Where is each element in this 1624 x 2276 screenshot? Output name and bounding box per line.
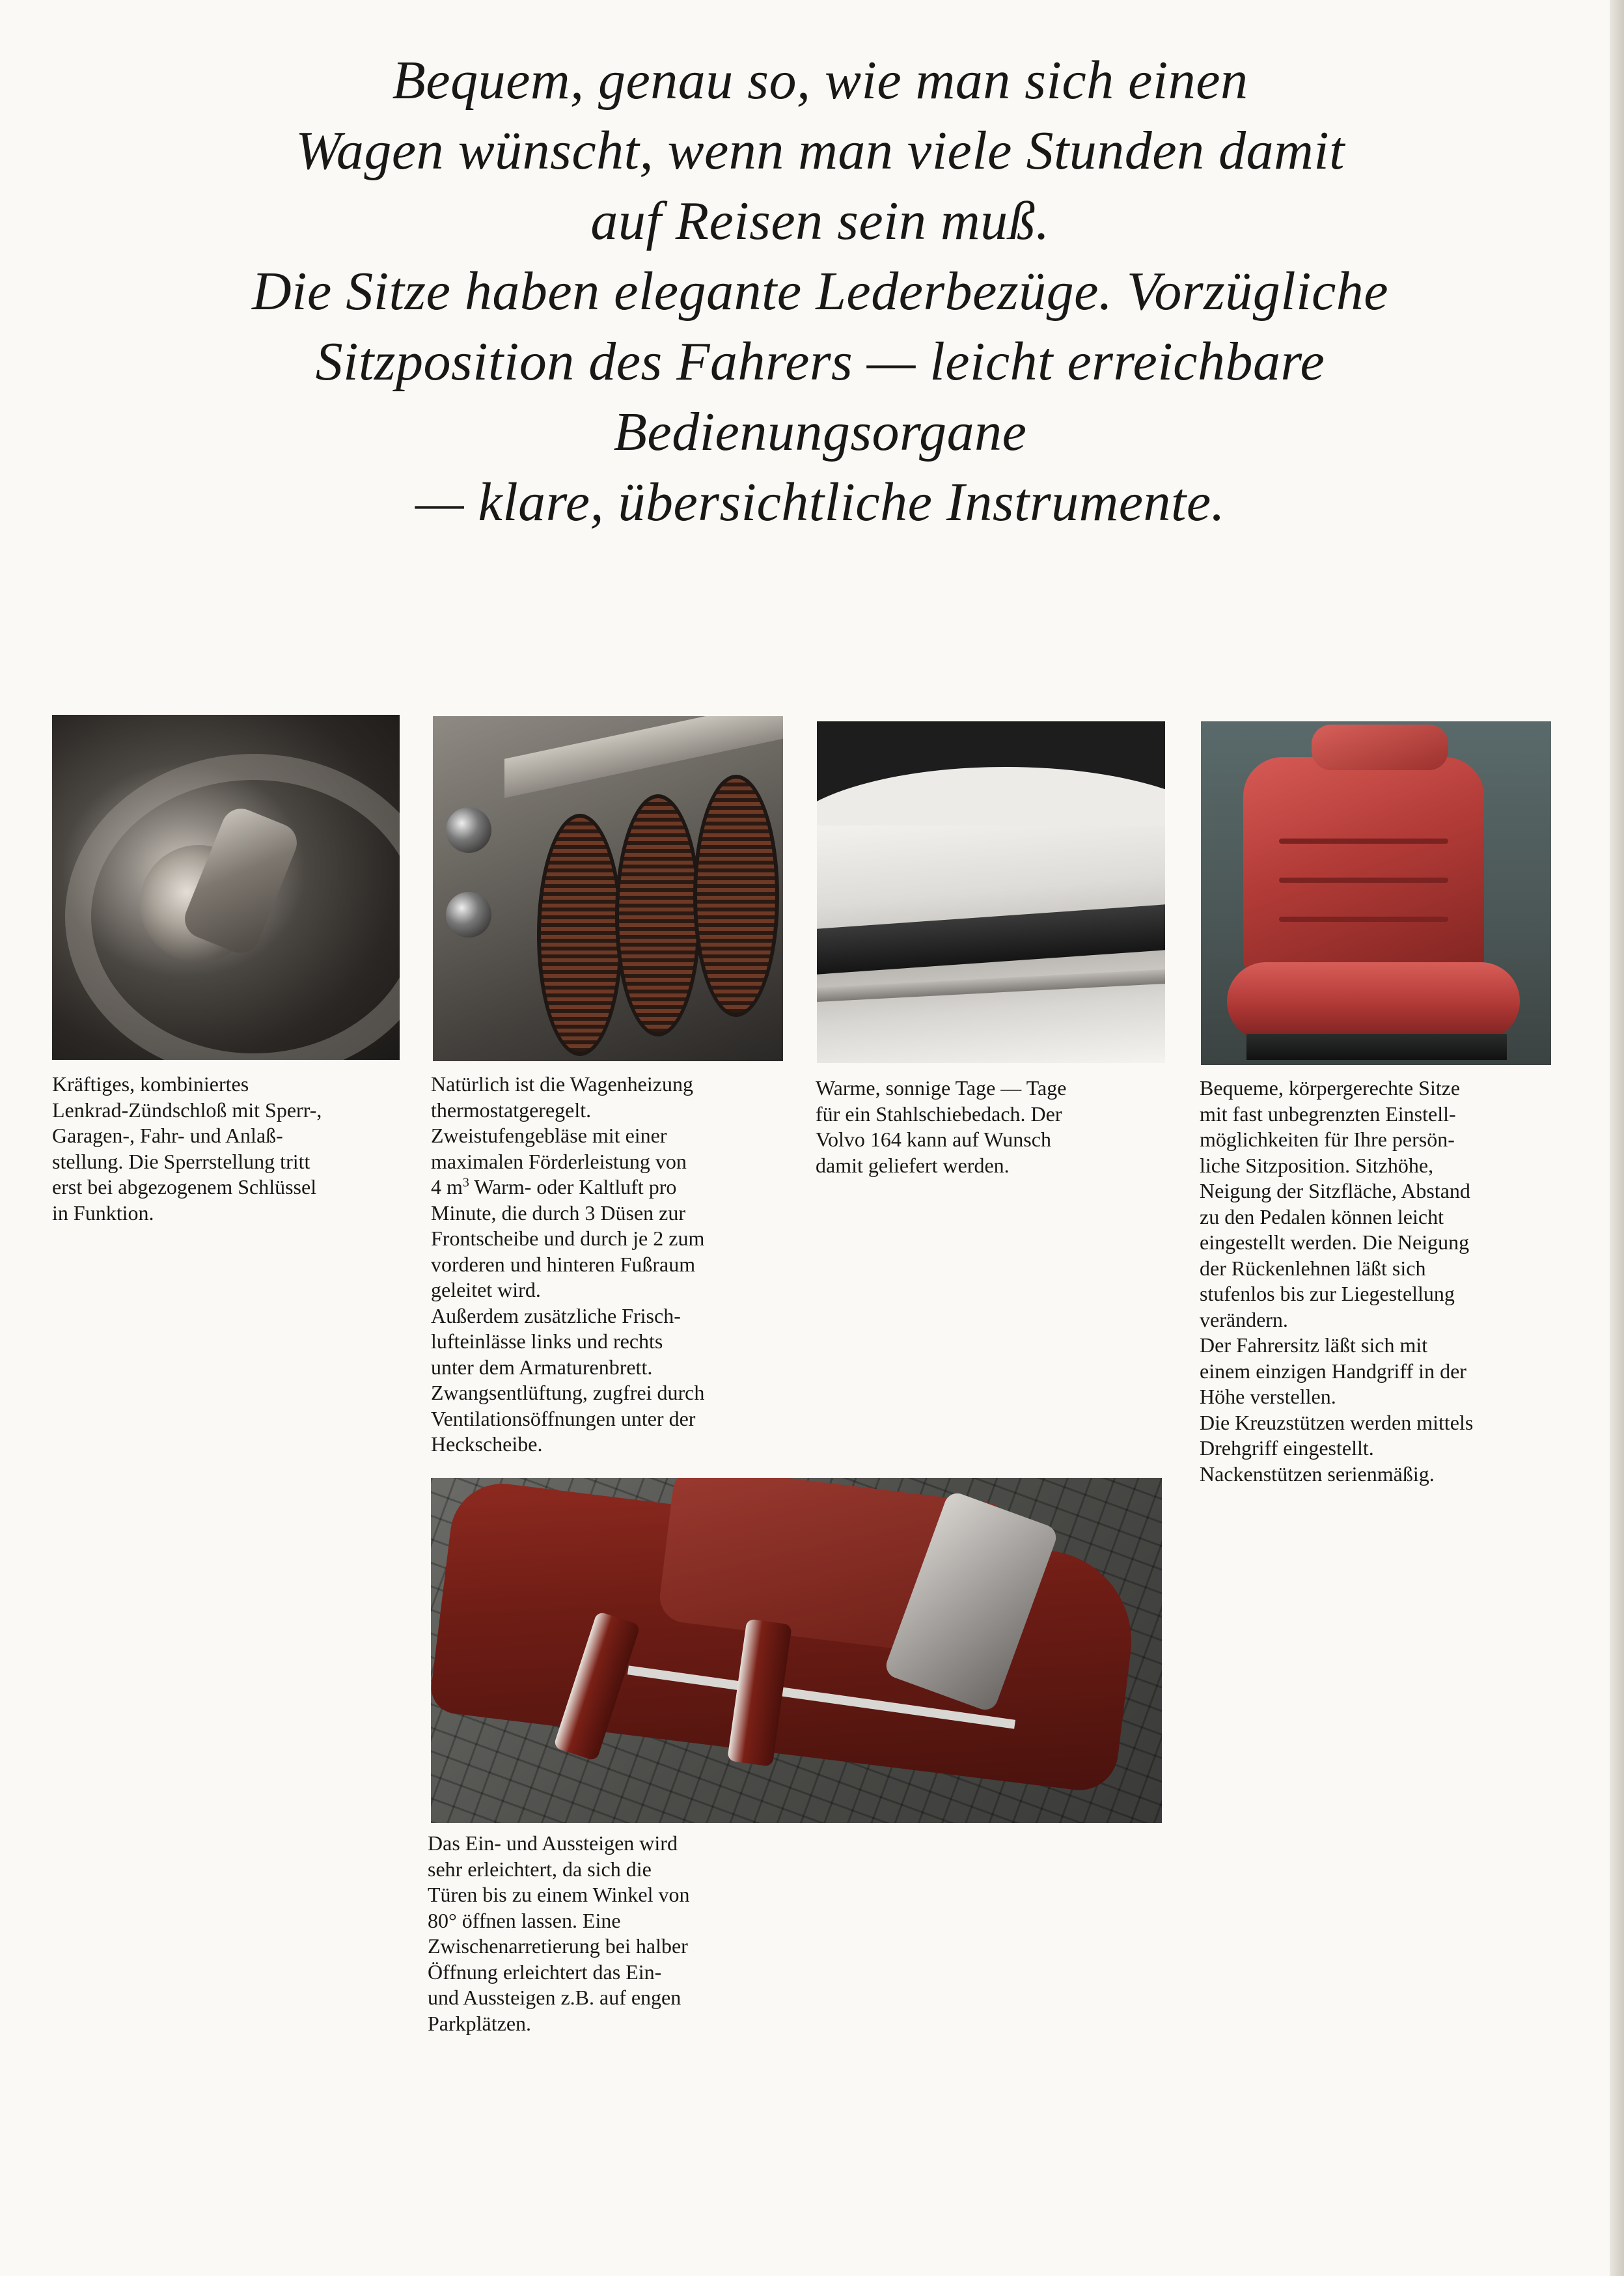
headline-line: — klare, übersichtliche Instrumente. — [415, 472, 1226, 533]
heater-controls-photo — [433, 716, 783, 1061]
doors-caption: Das Ein- und Aussteigen wird sehr erleichtert, da sich die Türen bis zu einem Winkel von 80° öffnen lassen. Eine Zwischenarretierung bei halber Öffnung erleichtert das Ein- und Aussteigen z.B. auf engen Parkplätzen. — [428, 1831, 690, 2035]
seat-backrest — [1243, 757, 1484, 978]
seat-headrest — [1312, 725, 1448, 770]
seat-seam — [1279, 878, 1448, 883]
page-edge — [1610, 0, 1624, 2276]
headline-line: Sitzposition des Fahrers — leicht erreichbare — [315, 331, 1325, 392]
temperature-wheel — [693, 775, 779, 1017]
seat-base — [1246, 1034, 1507, 1060]
ignition-caption: Kräftiges, kombiniertes Lenkrad-Zündschloß mit Sperr-, Garagen-, Fahr- und Anlaß- stellung. Die Sperrstellung tritt erst bei abgezogenem Schlüssel in Funktion. — [52, 1072, 322, 1225]
seat-seam — [1279, 917, 1448, 922]
control-knob — [446, 892, 491, 937]
sunroof-photo — [817, 721, 1165, 1063]
cubic-superscript: 3 — [462, 1175, 469, 1190]
ignition-lock-photo — [52, 715, 400, 1060]
seat-seam — [1279, 839, 1448, 844]
temperature-wheel — [537, 814, 623, 1056]
headline-line: Bequem, genau so, wie man sich einen — [392, 50, 1248, 111]
sunroof-caption: Warme, sonnige Tage — Tage für ein Stahlschiebedach. Der Volvo 164 kann auf Wunsch damit geliefert werden. — [816, 1076, 1067, 1177]
headline-line: Bedienungsorgane — [613, 402, 1027, 462]
headline — [156, 46, 1484, 538]
heating-caption-part: Natürlich ist die Wagenheizung thermostatgeregelt. Zweistufengebläse mit einer maximalen Förderleistung von 4 m — [431, 1072, 693, 1199]
temperature-wheel — [615, 794, 701, 1036]
seats-caption: Bequeme, körpergerechte Sitze mit fast unbegrenzten Einstell- möglichkeiten für Ihre persön- liche Sitzposition. Sitzhöhe, Neigung der Sitzfläche, Abstand zu den Pedalen können leicht eingestellt werden. Die Neigung der Rückenlehnen läßt sich stufenlos bis zur Liegestellung verändern. Der Fahrersitz läßt sich mit einem einzigen Handgriff in der Höhe verstellen. Die Kreuzstützen werden mittels Drehgriff eingestellt. Nackenstützen serienmäßig. — [1200, 1076, 1474, 1486]
headline-line: Die Sitze haben elegante Lederbezüge. Vorzügliche — [251, 261, 1389, 322]
control-knob — [446, 807, 491, 853]
headline-line: Wagen wünscht, wenn man viele Stunden damit — [296, 120, 1345, 181]
heating-caption — [431, 1072, 795, 1458]
heating-caption-part: Warm- oder Kaltluft pro Minute, die durch 3 Düsen zur Frontscheibe und durch je 2 zum vorderen und hinteren Fußraum geleitet wird. Außerdem zusätzliche Frisch- lufteinlässe links und rechts unter dem Armaturenbrett. Zwangsentlüftung, zugfrei durch Ventilationsöffnungen unter der Heckscheibe. — [431, 1175, 705, 1456]
seat-cushion — [1227, 962, 1520, 1040]
car-open-doors-photo — [431, 1478, 1162, 1823]
leather-seat-photo — [1201, 721, 1551, 1065]
headline-line: auf Reisen sein muß. — [590, 191, 1050, 251]
